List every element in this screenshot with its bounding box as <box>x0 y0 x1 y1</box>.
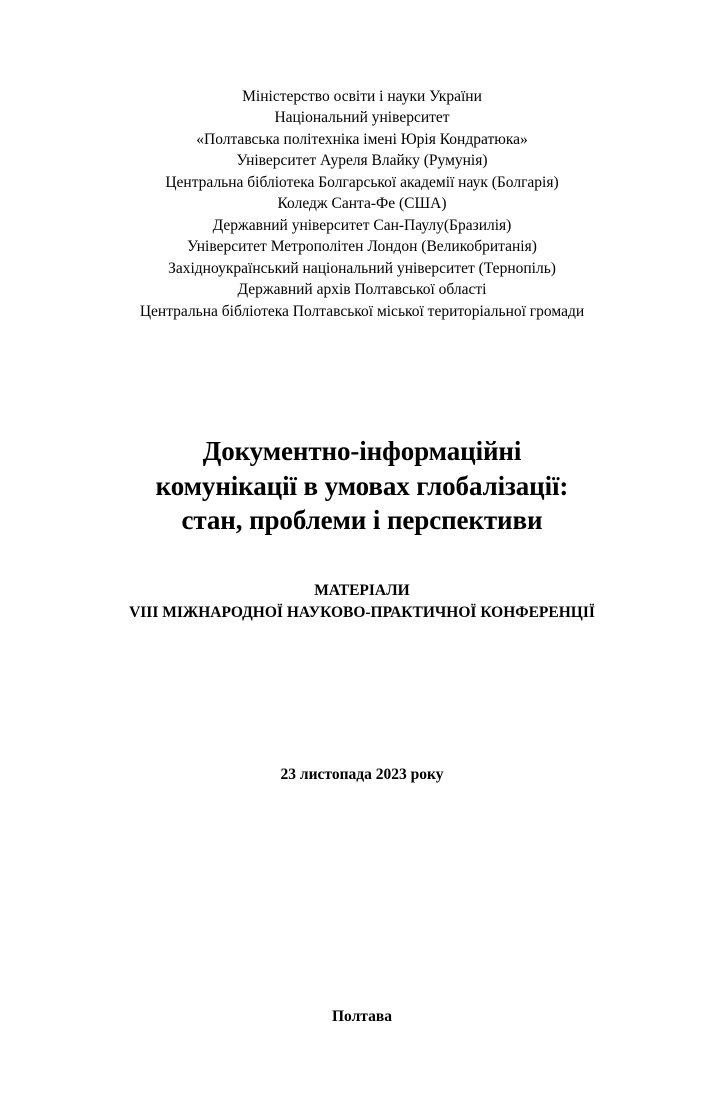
organizer-line: «Полтавська політехніка імені Юрія Кондратюка» <box>196 130 528 148</box>
subtitle-line-2: VIII МІЖНАРОДНОЇ НАУКОВО-ПРАКТИЧНОЇ КОНФЕРЕНЦІЇ <box>129 603 595 621</box>
page-subtitle <box>60 580 664 624</box>
conference-date: 23 листопада 2023 року <box>280 765 444 783</box>
organizer-line: Центральна бібліотека Болгарської академії наук (Болгарія) <box>165 173 559 191</box>
publication-city: Полтава <box>332 1008 392 1025</box>
organizer-line: Державний архів Полтавської області <box>237 281 487 299</box>
organizers-list <box>60 86 664 322</box>
page-title <box>60 434 664 538</box>
organizer-line: Національний університет <box>274 109 450 127</box>
organizer-line: Коледж Санта-Фе (США) <box>277 195 447 213</box>
title-line-2: комунікації в умовах глобалізації: <box>155 470 569 501</box>
title-line-3: стан, проблеми і перспективи <box>181 505 543 536</box>
organizer-line: Міністерство освіти і науки України <box>242 88 482 105</box>
organizer-line: Університет Аурeля Влайку (Румунія) <box>236 152 488 170</box>
organizer-line: Центральна бібліотека Полтавської міської територіальної громади <box>139 302 585 320</box>
title-page <box>0 86 724 1110</box>
organizer-line: Університет Метрополітен Лондон (Великобританія) <box>187 238 537 256</box>
organizer-line: Західноукраїнський національний університет (Тернопіль) <box>168 259 556 277</box>
organizer-line: Державний університет Сан-Паулу(Бразилія) <box>212 216 512 234</box>
title-line-1: Документно-інформаційні <box>202 435 522 466</box>
subtitle-line-1: МАТЕРІАЛИ <box>314 581 410 599</box>
